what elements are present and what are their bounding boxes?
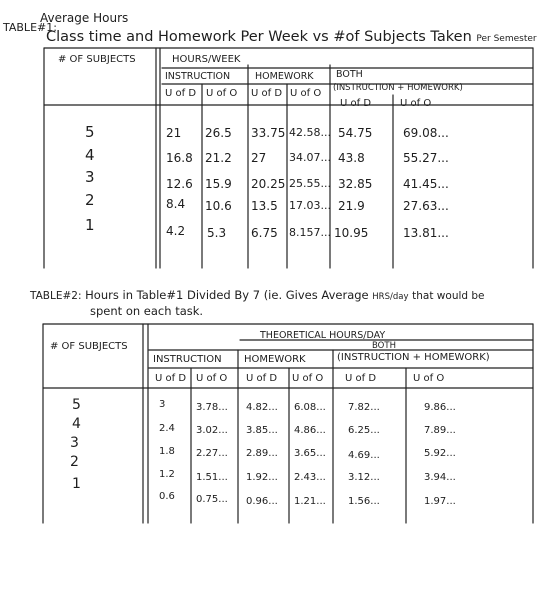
table1-cell: 20.25 [251, 177, 286, 191]
table1-row-subjects: 2 [85, 191, 95, 209]
table1-cell: 13.5 [251, 199, 278, 213]
table1-title-line2 [46, 30, 537, 45]
table1-row-subjects: 4 [85, 146, 95, 164]
table2-cell: 3.12... [348, 472, 380, 483]
table1-title-line1: Average Hours [40, 11, 129, 25]
table2-label: TABLE#2: [30, 290, 82, 302]
table2-cell: 3 [159, 399, 166, 410]
table1-cell: 42.58... [289, 126, 331, 139]
table1-cell: 5.3 [207, 226, 227, 240]
table1-title-main: Class time and Homework Per Week vs #of Subjects Taken [46, 29, 472, 45]
table1-row-subjects: 5 [85, 123, 95, 141]
table2-title-line1 [30, 290, 485, 302]
table1-group-homework: HOMEWORK [255, 71, 314, 82]
table1-title-suffix: Per Semester [476, 34, 537, 44]
table2-subheader: U of O [196, 373, 228, 384]
table1-cell: 21.2 [205, 151, 232, 165]
table2-cell: 1.2 [159, 469, 175, 480]
table1-cell: 8.157... [289, 226, 331, 239]
table1-cell: 26.5 [205, 126, 232, 140]
table1-cell: 10.6 [205, 199, 232, 213]
table1-cell: 21.9 [338, 199, 365, 213]
table1-cell: 27.63... [403, 199, 449, 213]
table1-subheader: U of O [290, 88, 322, 99]
table2-cell: 0.96... [246, 496, 278, 507]
table2-cell: 3.65... [294, 448, 326, 459]
table2-cell: 1.8 [159, 446, 175, 457]
table2-subheader: U of O [292, 373, 324, 384]
table2-cell: 1.56... [348, 496, 380, 507]
table1-row-subjects: 3 [85, 168, 95, 186]
table1-subheader: U of D [165, 88, 197, 99]
table2-cell: 3.94... [424, 472, 456, 483]
table1-cell: 34.07... [289, 151, 331, 164]
table2-cell: 1.97... [424, 496, 456, 507]
table2-cell: 2.4 [159, 423, 175, 434]
table2-cell: 3.85... [246, 425, 278, 436]
table2-cell: 2.43... [294, 472, 326, 483]
table1-cell: 55.27... [403, 151, 449, 165]
table2-cell: 0.75... [196, 494, 228, 505]
table2-group-homework: HOMEWORK [244, 354, 306, 365]
table2-subheader: U of D [345, 373, 377, 384]
table2-cell: 1.21... [294, 496, 326, 507]
table1-cell: 12.6 [166, 177, 193, 191]
table1-cell: 25.55... [289, 177, 331, 190]
table2-cell: 3.78... [196, 402, 228, 413]
table2-cell: 7.82... [348, 402, 380, 413]
table2-title-end: that would be [412, 290, 485, 302]
table1-cell: 27 [251, 151, 267, 165]
table1-group-instruction: INSTRUCTION [165, 71, 231, 82]
table1-cell: 33.75 [251, 126, 286, 140]
table2-row-subjects: 3 [70, 435, 79, 451]
table1-cell: 13.81... [403, 226, 449, 240]
table2-row-subjects: 4 [72, 416, 81, 432]
table2-title-line2: spent on each task. [90, 304, 204, 318]
table1-row-subjects: 1 [85, 216, 95, 234]
table2-cell: 3.02... [196, 425, 228, 436]
table2-cell: 9.86... [424, 402, 456, 413]
table2-cell: 4.69... [348, 450, 380, 461]
table2-cell: 1.51... [196, 472, 228, 483]
table1-subheader: U of O [206, 88, 238, 99]
table2-cell: 4.82... [246, 402, 278, 413]
table2-group-both-sub: (INSTRUCTION + HOMEWORK) [337, 352, 490, 363]
table1-subheader: U of D [340, 98, 372, 109]
table1-cell: 43.8 [338, 151, 365, 165]
table1-label: TABLE#1: [3, 21, 57, 34]
table2-title-hrs: HRS/day [372, 292, 409, 302]
table1-cell: 10.95 [334, 226, 369, 240]
table1-cell: 6.75 [251, 226, 278, 240]
table2-group-both: BOTH [372, 341, 396, 351]
table2-subheader: U of D [246, 373, 278, 384]
table2-cell: 6.25... [348, 425, 380, 436]
table1-cell: 32.85 [338, 177, 373, 191]
table2-cell: 4.86... [294, 425, 326, 436]
table2-title-main: Hours in Table#1 Divided By 7 (ie. Gives Average [85, 288, 369, 302]
table2-cell: 1.92... [246, 472, 278, 483]
table2-row-subjects: 2 [70, 454, 79, 470]
table1-group-hours: HOURS/WEEK [172, 54, 241, 65]
table1-cell: 4.2 [166, 224, 186, 238]
table2-row-subjects: 1 [72, 476, 81, 492]
table1-cell: 21 [166, 126, 182, 140]
table2-subheader: U of O [413, 373, 445, 384]
table1-group-both-sub: (INSTRUCTION + HOMEWORK) [333, 83, 463, 93]
table1-cell: 69.08... [403, 126, 449, 140]
table1-cell: 41.45... [403, 177, 449, 191]
table2-subheader: U of D [155, 373, 187, 384]
table1-cell: 54.75 [338, 126, 373, 140]
table1-cell: 15.9 [205, 177, 232, 191]
table2-cell: 6.08... [294, 402, 326, 413]
table2-col-subjects: # OF SUBJECTS [50, 341, 128, 352]
table2-group-hours: THEORETICAL HOURS/DAY [260, 330, 386, 341]
table1-cell: 8.4 [166, 197, 186, 211]
table1-subheader: U of O [400, 98, 432, 109]
table2-cell: 2.27... [196, 448, 228, 459]
table1-cell: 16.8 [166, 151, 193, 165]
table2-group-instruction: INSTRUCTION [153, 354, 222, 365]
table1-col-subjects: # OF SUBJECTS [58, 54, 136, 65]
table2-cell: 2.89... [246, 448, 278, 459]
table2-row-subjects: 5 [72, 397, 81, 413]
table2-cell: 5.92... [424, 448, 456, 459]
table1-group-both: BOTH [336, 69, 363, 80]
table1-cell: 17.03... [289, 199, 331, 212]
table2-cell: 7.89... [424, 425, 456, 436]
table1-subheader: U of D [251, 88, 283, 99]
table2-cell: 0.6 [159, 491, 175, 502]
